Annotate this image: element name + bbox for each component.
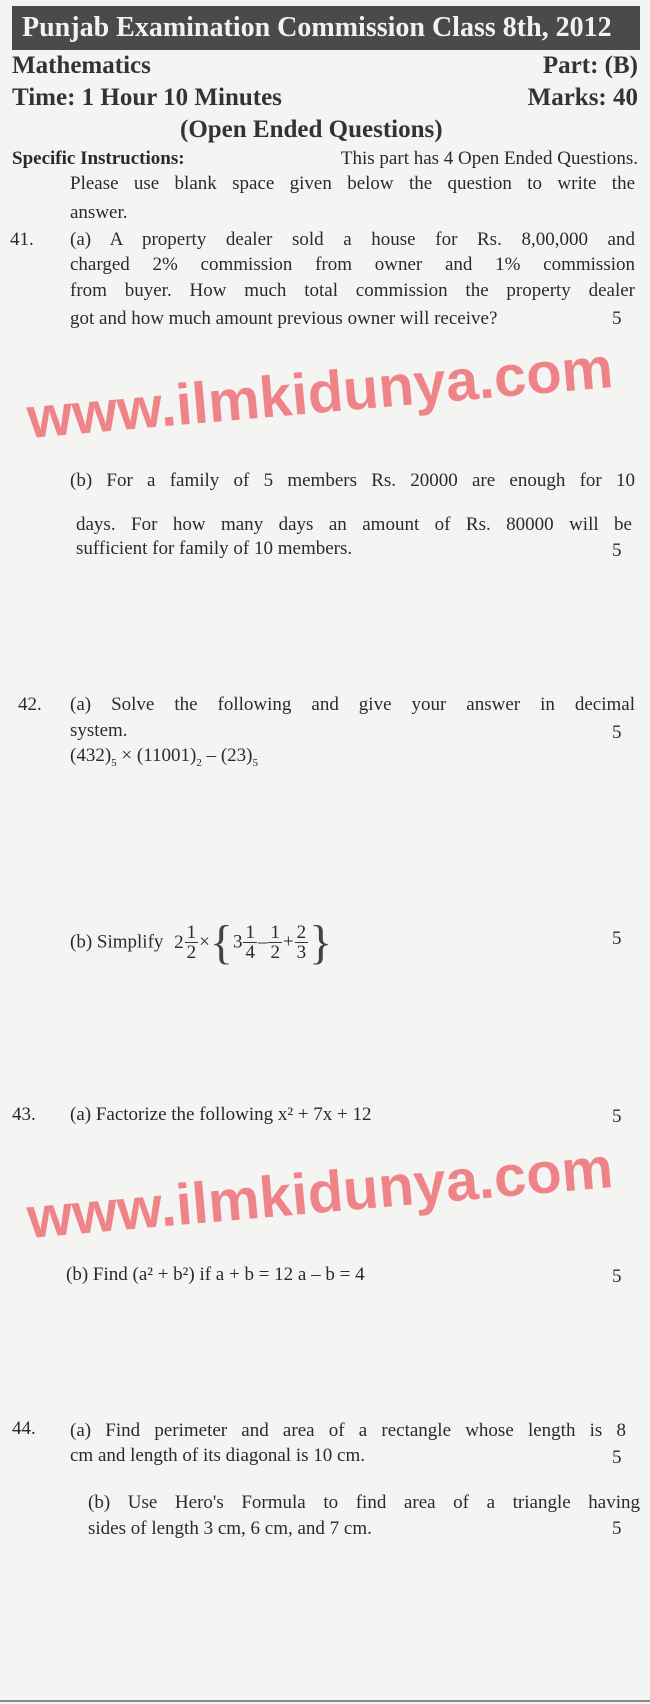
question-line: cm and length of its diagonal is 10 cm. xyxy=(70,1445,365,1466)
question-line: sides of length 3 cm, 6 cm, and 7 cm. xyxy=(88,1518,372,1539)
instructions-label: Specific Instructions: xyxy=(12,148,185,169)
question-line: sufficient for family of 10 members. xyxy=(76,538,353,559)
math-expression: $(432)_5 \times (11001)_2 - (23)_5$ xyxy=(70,745,258,769)
time: Time: 1 Hour 10 Minutes xyxy=(12,84,282,111)
marks-value: 5 xyxy=(612,1518,622,1539)
marks-value: 5 xyxy=(612,1106,622,1127)
fraction: $\frac{1}{4}$ xyxy=(245,922,255,963)
marks-value: 5 xyxy=(612,722,622,743)
marks-value: 5 xyxy=(612,928,622,949)
exam-header xyxy=(12,6,640,50)
question-line: (b) Find (a² + b²) if a + b = 12 a – b = 4 xyxy=(66,1264,365,1285)
instructions-line-3: answer. xyxy=(70,202,128,223)
question-line: (a) Find perimeter and area of a rectangle whose length is 8 xyxy=(70,1420,626,1441)
question-line: (a) Factorize the following x² + 7x + 12 xyxy=(70,1104,372,1125)
marks-value: 5 xyxy=(612,1266,622,1287)
section-title: (Open Ended Questions) xyxy=(180,116,443,143)
simplify-expression: (b) Simplify 2 $\frac{1}{2}$ ×{3 $\frac{1}{4}$ – $\frac{1}{2}$ + $\frac{2}{3}$ } xyxy=(70,916,333,969)
fraction: $\frac{1}{2}$ xyxy=(186,922,197,963)
question-line: (a) A property dealer sold a house for Rs. 8,00,000 and xyxy=(70,229,635,250)
instructions-text: This part has 4 Open Ended Questions. xyxy=(340,148,638,169)
question-line: from buyer. How much total commission the property dealer xyxy=(70,280,635,301)
part: Part: (B) xyxy=(542,52,638,79)
question-number: 42. xyxy=(18,694,42,715)
instructions-line-1 xyxy=(12,148,638,170)
exam-title: Punjab Examination Commission Class 8th, 2012 xyxy=(22,12,612,43)
question-line: system. xyxy=(70,720,128,741)
question-number: 44. xyxy=(12,1418,36,1439)
watermark: www.ilmkidunya.com xyxy=(24,1135,616,1251)
subject: Mathematics xyxy=(12,52,151,79)
question-line: days. For how many days an amount of Rs. 80000 will be xyxy=(76,514,632,535)
marks-value: 5 xyxy=(612,540,622,561)
instructions-line-2: Please use blank space given below the question to write the xyxy=(70,173,635,194)
question-line: (b) Use Hero's Formula to find area of a triangle having xyxy=(88,1492,640,1513)
page-bottom-rule xyxy=(0,1700,650,1702)
question-line: charged 2% commission from owner and 1% commission xyxy=(70,254,635,275)
watermark: www.ilmkidunya.com xyxy=(24,335,616,451)
question-number: 41. xyxy=(10,229,34,250)
question-line: (a) Solve the following and give your answer in decimal xyxy=(70,694,635,715)
question-number: 43. xyxy=(12,1104,36,1125)
marks-value: 5 xyxy=(612,1447,622,1468)
marks: Marks: 40 xyxy=(527,84,638,111)
question-line: got and how much amount previous owner will receive? xyxy=(70,308,498,329)
fraction: $\frac{1}{2}$ xyxy=(270,922,280,963)
marks-value: 5 xyxy=(612,308,622,329)
fraction: $\frac{2}{3}$ xyxy=(296,922,307,963)
question-line: (b) For a family of 5 members Rs. 20000 are enough for 10 xyxy=(70,470,635,491)
